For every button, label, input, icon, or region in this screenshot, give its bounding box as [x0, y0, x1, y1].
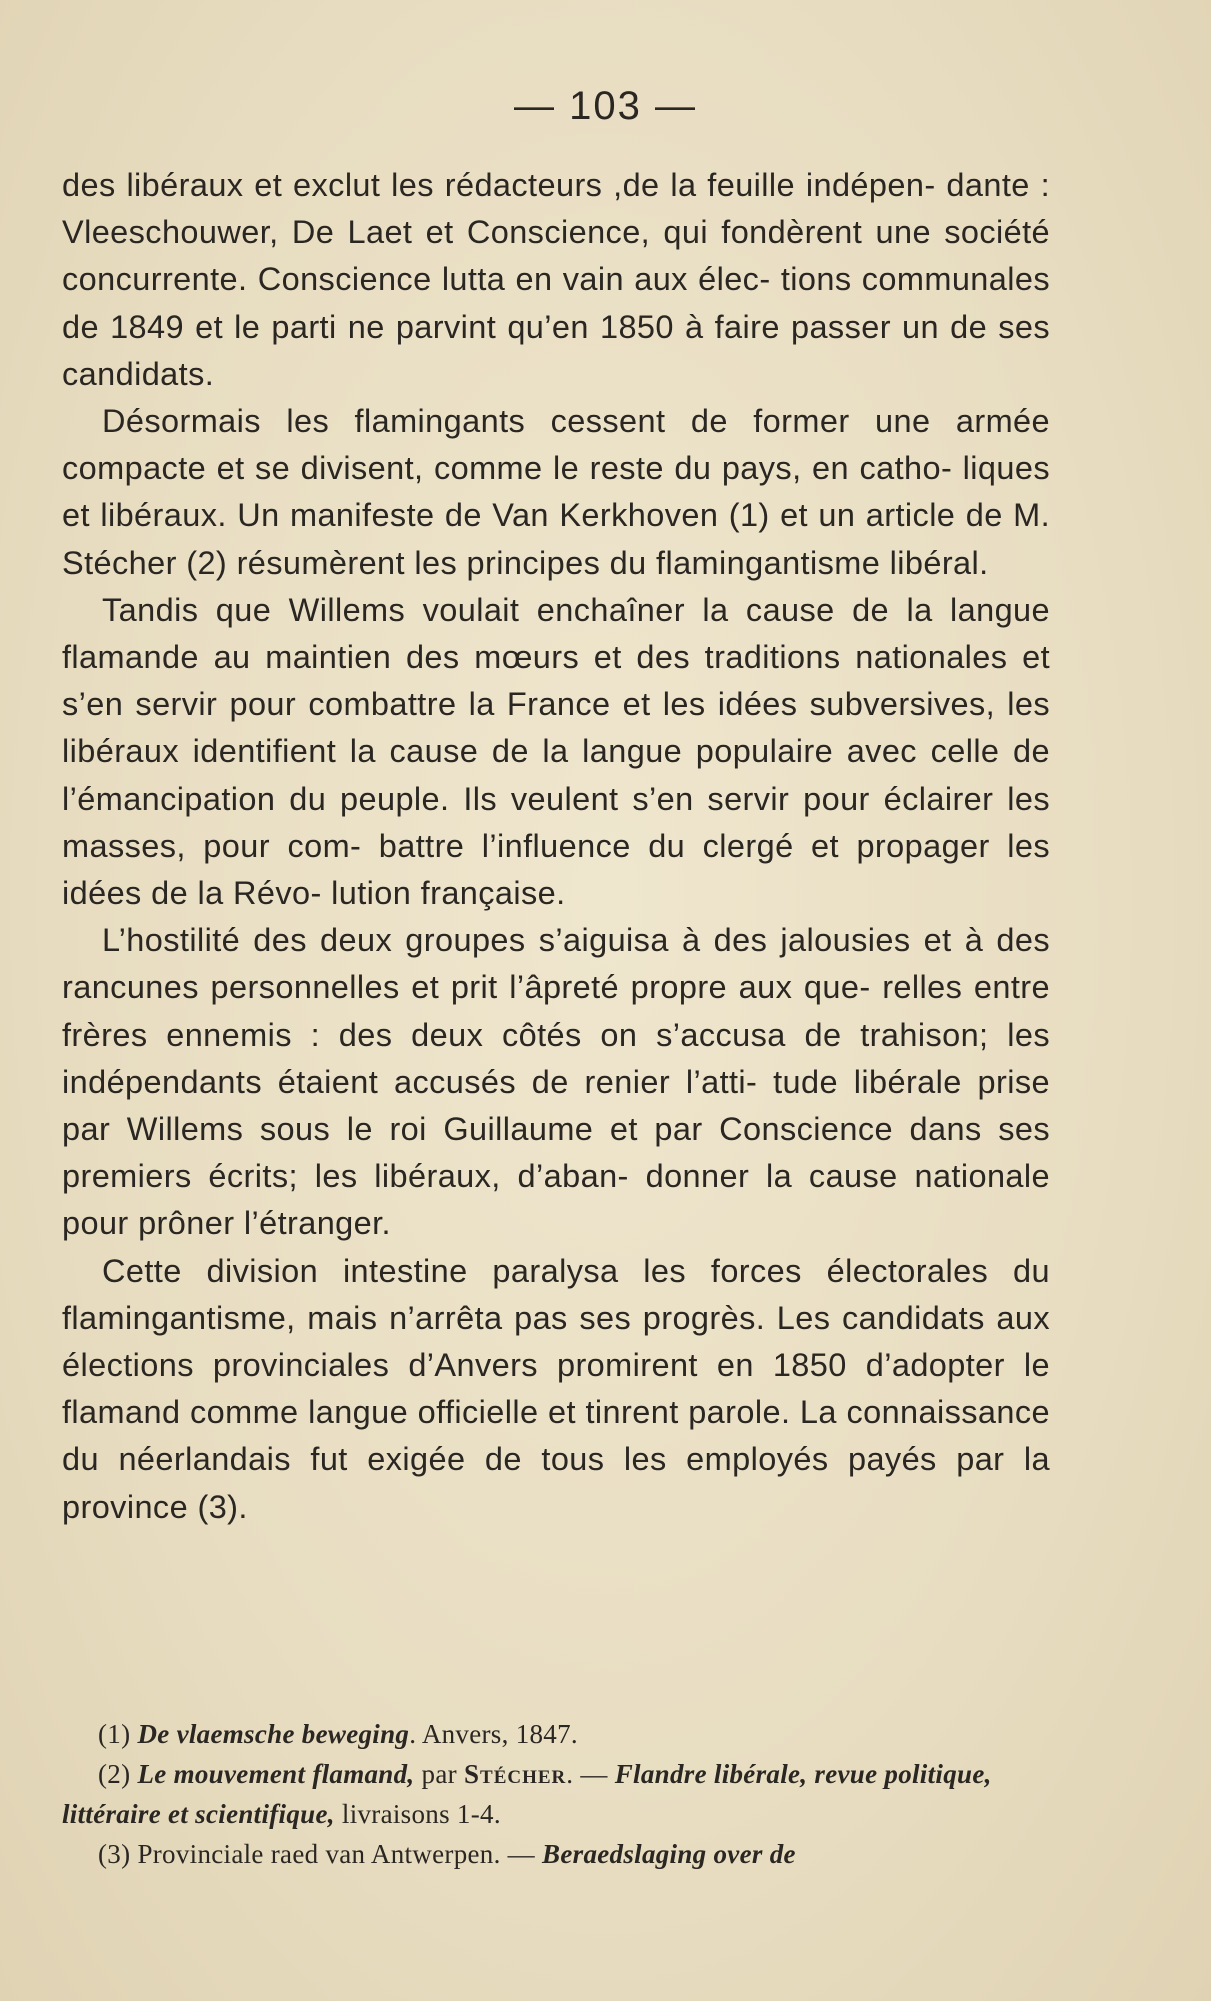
footnote-2-by: par	[421, 1759, 457, 1789]
main-text	[62, 162, 1050, 1531]
footnote-2-title: Le mouvement flamand,	[137, 1759, 415, 1789]
footnote-2-author: Stécher	[464, 1759, 567, 1789]
footnote-1-rest: . Anvers, 1847.	[409, 1719, 578, 1749]
footnote-3-title: Beraedslaging over de	[542, 1839, 796, 1869]
footnotes	[62, 1714, 1062, 1874]
paragraph-3: Tandis que Willems voulait enchaîner la cause de la langue flamande au maintien des mœurs et des traditions nationales et s’en servir pour combattre la France et les idées subversives, les libéraux identifient la cause de la langue populaire avec celle de l’émancipation du peuple. Ils veulent s’en servir pour éclairer les masses, pour com- battre l’influence du clergé et propager les idées de la Révo- lution française.	[62, 591, 1050, 912]
paragraph-2: Désormais les flamingants cessent de former une armée compacte et se divisent, comme le reste du pays, en catho- liques et libéraux. Un manifeste de Van Kerkhoven (1) et un article de M. Stécher (2) résumèrent les principes du flamingantisme libéral.	[62, 403, 1050, 581]
footnote-1	[62, 1714, 1062, 1754]
footnote-2-title2: Flandre libérale, revue politique, littéraire et scientifique,	[62, 1759, 992, 1829]
footnote-1-marker: (1)	[98, 1719, 131, 1749]
footnote-2-marker: (2)	[98, 1759, 131, 1789]
footnote-2-rest: livraisons 1-4.	[341, 1799, 501, 1829]
footnote-1-title: De vlaemsche beweging	[137, 1719, 410, 1749]
footnote-2	[62, 1754, 1062, 1834]
footnote-3-text: Provinciale raed van Antwerpen. —	[137, 1839, 535, 1869]
paragraph-1: des libéraux et exclut les rédacteurs ,de la feuille indépen- dante : Vleeschouwer, De Laet et Conscience, qui fondèrent une société concurrente. Conscience lutta en vain aux élec- tions communales de 1849 et le parti ne parvint qu’en 1850 à faire passer un de ses candidats.	[62, 167, 1050, 392]
paragraph-4: L’hostilité des deux groupes s’aiguisa à des jalousies et à des rancunes personnelles et prit l’âpreté propre aux que- relles entre frères ennemis : des deux côtés on s’accusa de trahison; les indépendants étaient accusés de renier l’atti- tude libérale prise par Willems sous le roi Guillaume et par Conscience dans ses premiers écrits; les libéraux, d’aban- donner la cause nationale pour prôner l’étranger.	[62, 922, 1050, 1242]
footnote-3-marker: (3)	[98, 1839, 131, 1869]
paragraph-5: Cette division intestine paralysa les forces électorales du flamingantisme, mais n’arrêta pas ses progrès. Les candidats aux élections provinciales d’Anvers promirent en 1850 d’adopter le flamand comme langue officielle et tinrent parole. La connaissance du néerlandais fut exigée de tous les employés payés par la province (3).	[62, 1252, 1050, 1525]
page-number: — 103 —	[514, 84, 697, 128]
footnote-3	[62, 1834, 1062, 1874]
footnote-2-dash: . —	[566, 1759, 608, 1789]
